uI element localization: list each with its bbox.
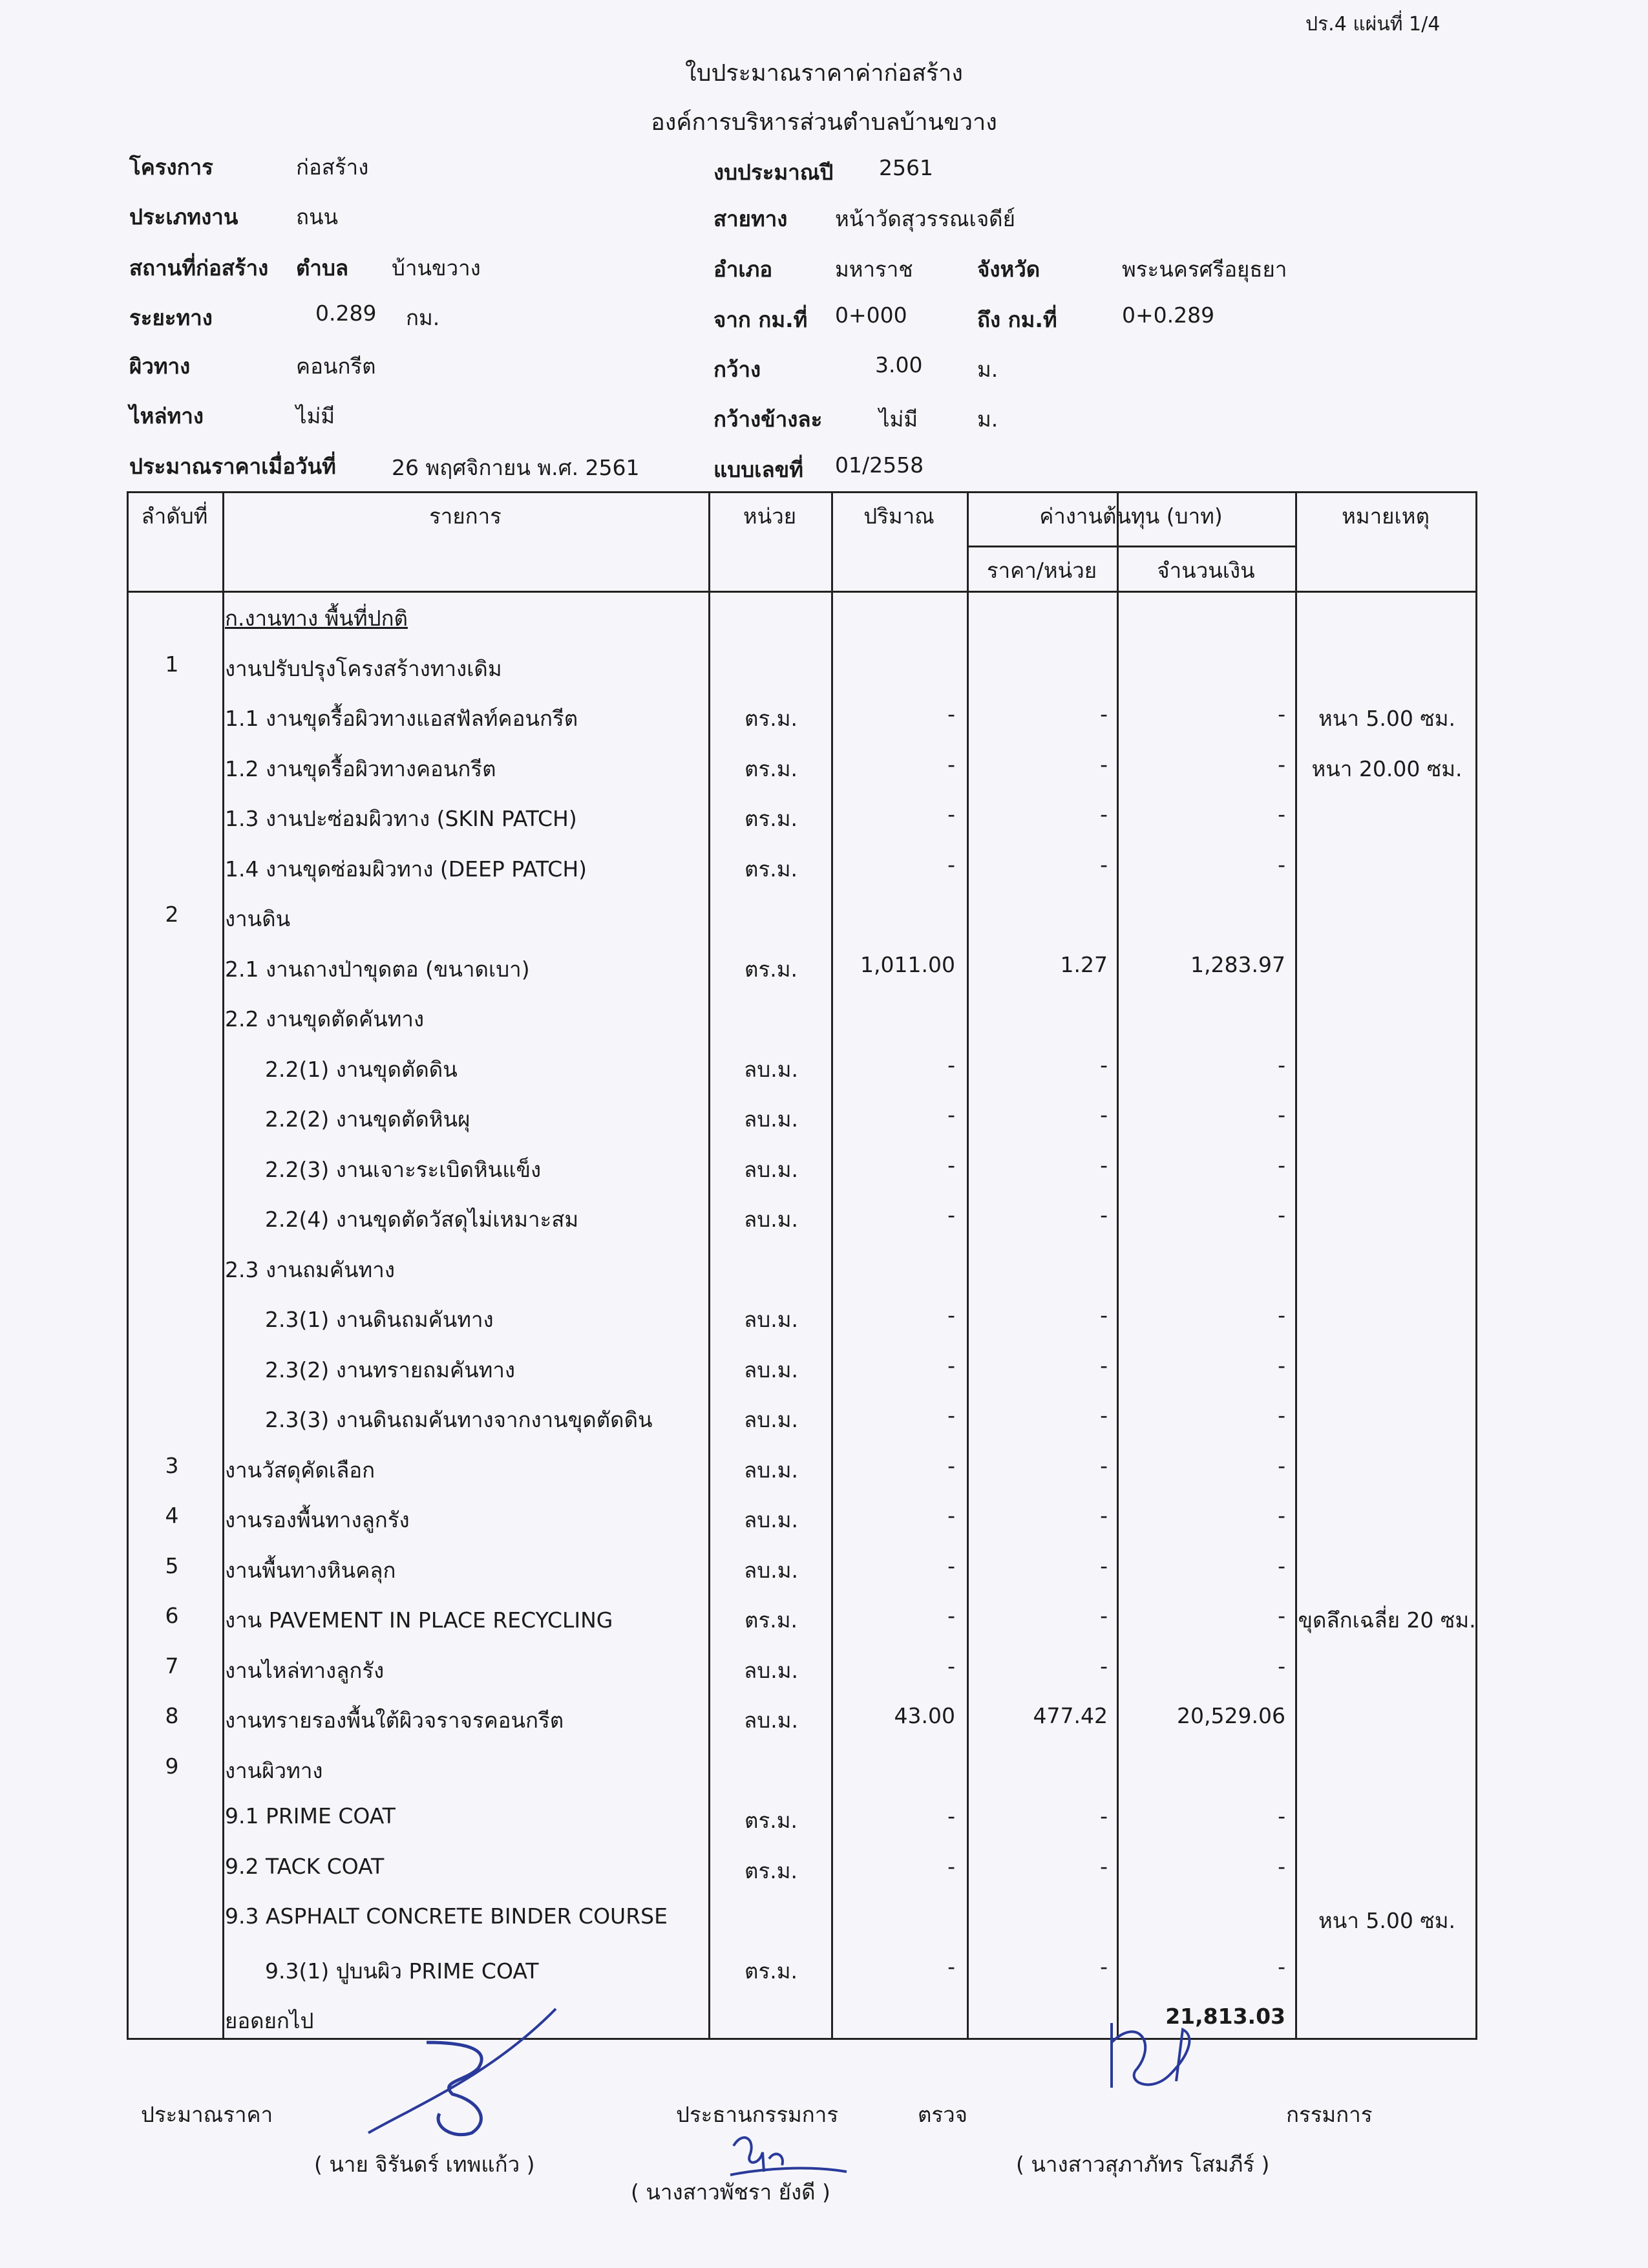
cell-description: งานรองพื้นทางลูกรัง — [225, 1507, 410, 1532]
cell-unit-price: - — [1100, 1202, 1108, 1227]
cell-unit-price: - — [1100, 801, 1108, 827]
cell-quantity: - — [947, 851, 955, 877]
member-label: กรรมการ — [1286, 2102, 1373, 2127]
cell-amount: - — [1278, 851, 1285, 877]
location-label: สถานที่ก่อสร้าง — [129, 255, 269, 281]
cell-amount: - — [1278, 1553, 1285, 1578]
cost-subheader-line — [968, 546, 1296, 547]
header-unit: หน่วย — [743, 503, 797, 529]
estimate-date-label: ประมาณราคาเมื่อวันที่ — [129, 454, 336, 479]
cell-description: 2.3 งานถมคันทาง — [225, 1256, 395, 1282]
cell-unit: ลบ.ม. — [744, 1357, 798, 1383]
member-name: ( นางสาวสุภาภัทร โสมภีร์ ) — [1016, 2152, 1270, 2177]
cell-amount: - — [1278, 1403, 1285, 1428]
cell-quantity: - — [947, 801, 955, 827]
cell-no: 8 — [165, 1703, 179, 1728]
cell-remark: หนา 5.00 ซม. — [1318, 706, 1455, 731]
col-line-left — [127, 491, 129, 2040]
plan-number-label: แบบเลขที่ — [713, 457, 803, 482]
member-signature — [1099, 2017, 1234, 2107]
header-quantity: ปริมาณ — [863, 503, 935, 529]
estimator-signature — [362, 2004, 569, 2139]
cell-description: 9.3(1) ปูบนผิว PRIME COAT — [265, 1958, 539, 1984]
cell-quantity: 1,011.00 — [860, 951, 955, 977]
cell-description: 9.3 ASPHALT CONCRETE BINDER COURSE — [225, 1903, 668, 1929]
cell-unit: ลบ.ม. — [744, 1056, 798, 1082]
header-bottom-line — [127, 591, 1477, 593]
chair-label: ประธานกรรมการ — [676, 2102, 839, 2127]
cell-unit-price: - — [1100, 1653, 1108, 1679]
cell-unit-price: - — [1100, 1603, 1108, 1628]
cell-unit-price: - — [1100, 701, 1108, 726]
cell-unit: ตร.ม. — [745, 806, 798, 831]
header-description: รายการ — [429, 503, 502, 529]
cell-amount: - — [1278, 1102, 1285, 1127]
cell-unit-price: - — [1100, 1052, 1108, 1077]
shoulder-width-unit: ม. — [977, 407, 998, 432]
cell-quantity: - — [947, 1603, 955, 1628]
worktype-value: ถนน — [296, 204, 339, 229]
cell-quantity: - — [947, 1052, 955, 1077]
cell-amount: - — [1278, 1352, 1285, 1378]
from-km-label: จาก กม.ที่ — [713, 307, 808, 332]
surface-value: คอนกรีต — [296, 354, 376, 379]
cell-unit-price: - — [1100, 1403, 1108, 1428]
distance-unit: กม. — [406, 305, 440, 330]
cell-description: 1.1 งานขุดรื้อผิวทางแอสฟัลท์คอนกรีต — [225, 706, 578, 731]
cell-description: 2.2(2) งานขุดตัดหินผุ — [265, 1107, 470, 1132]
chair-name: ( นางสาวพัชรา ยังดี ) — [631, 2179, 830, 2205]
cell-unit: ตร.ม. — [745, 1958, 798, 1984]
subdistrict-value: บ้านขวาง — [392, 255, 481, 281]
project-label: โครงการ — [129, 154, 213, 180]
project-value: ก่อสร้าง — [296, 154, 369, 180]
cell-unit: ลบ.ม. — [744, 1507, 798, 1532]
route-label: สายทาง — [713, 206, 788, 231]
cell-description: งานวัสดุคัดเลือก — [225, 1457, 375, 1483]
cell-amount: - — [1278, 1302, 1285, 1328]
province-value: พระนครศรีอยุธยา — [1122, 257, 1287, 282]
cell-quantity: - — [947, 1152, 955, 1178]
width-label: กว้าง — [713, 357, 761, 382]
cell-quantity: 43.00 — [894, 1703, 955, 1728]
document-title: ใบประมาณราคาค่าก่อสร้าง — [685, 60, 963, 87]
cell-remark: หนา 20.00 ซม. — [1311, 756, 1463, 781]
cell-no: 1 — [165, 651, 179, 677]
cell-remark: ขุดลึกเฉลี่ย 20 ซม. — [1298, 1607, 1476, 1633]
cell-unit: ตร.ม. — [745, 1858, 798, 1883]
cell-description: งานดิน — [225, 906, 291, 931]
cell-description: 2.2(4) งานขุดตัดวัสดุไม่เหมาะสม — [265, 1207, 579, 1232]
cell-quantity: - — [947, 1853, 955, 1879]
cell-no: 3 — [165, 1452, 179, 1478]
shoulder-label: ไหล่ทาง — [129, 403, 204, 429]
subdistrict-label: ตำบล — [296, 255, 349, 281]
col-line-desc — [222, 491, 224, 2040]
cell-unit: ลบ.ม. — [744, 1156, 798, 1182]
cell-description: งานปรับปรุงโครงสร้างทางเดิม — [225, 655, 502, 681]
estimator-name: ( นาย จิรันดร์ เทพแก้ว ) — [314, 2152, 535, 2177]
header-remark: หมายเหตุ — [1342, 503, 1430, 529]
cell-amount: - — [1278, 1152, 1285, 1178]
cell-quantity: - — [947, 1653, 955, 1679]
cell-unit-price: - — [1100, 1503, 1108, 1528]
cell-amount: 21,813.03 — [1165, 2004, 1285, 2029]
cell-unit-price: - — [1100, 851, 1108, 877]
estimator-label: ประมาณราคา — [141, 2102, 273, 2127]
check-label: ตรวจ — [918, 2102, 968, 2127]
cell-description: 1.4 งานขุดซ่อมผิวทาง (DEEP PATCH) — [225, 856, 587, 882]
cell-description: ยอดยกไป — [225, 2008, 314, 2033]
cell-description: 2.3(3) งานดินถมคันทางจากงานขุดตัดดิน — [265, 1407, 653, 1432]
cell-unit-price: - — [1100, 1553, 1108, 1578]
cell-quantity: - — [947, 1302, 955, 1328]
cell-description: 9.2 TACK COAT — [225, 1853, 385, 1879]
cell-no: 7 — [165, 1653, 179, 1679]
cell-quantity: - — [947, 1953, 955, 1979]
cell-amount: - — [1278, 801, 1285, 827]
cell-unit: ตร.ม. — [745, 956, 798, 982]
cell-description: 2.2 งานขุดตัดคันทาง — [225, 1006, 425, 1032]
shoulder-width-label: กว้างข้างละ — [713, 407, 823, 432]
header-no: ลำดับที่ — [141, 503, 208, 529]
cell-unit-price: - — [1100, 1853, 1108, 1879]
estimate-date-value: 26 พฤศจิกายน พ.ศ. 2561 — [392, 455, 640, 480]
to-km-value: 0+0.289 — [1122, 302, 1215, 328]
cell-description: งานพื้นทางหินคลุก — [225, 1557, 396, 1583]
cell-unit: ตร.ม. — [745, 1808, 798, 1833]
cell-description: 2.1 งานถางป่าขุดตอ (ขนาดเบา) — [225, 956, 530, 982]
cell-unit-price: - — [1100, 1352, 1108, 1378]
table-border-top — [127, 491, 1477, 493]
cell-amount: - — [1278, 701, 1285, 726]
cost-estimate-table — [127, 491, 1477, 2040]
cell-unit: ตร.ม. — [745, 856, 798, 882]
cell-quantity: - — [947, 701, 955, 726]
distance-value: 0.289 — [315, 301, 377, 326]
cell-amount: - — [1278, 1603, 1285, 1628]
to-km-label: ถึง กม.ที่ — [977, 307, 1057, 332]
cell-amount: 1,283.97 — [1190, 951, 1285, 977]
cell-description: งานผิวทาง — [225, 1757, 323, 1783]
cell-unit: ตร.ม. — [745, 756, 798, 781]
cell-amount: - — [1278, 1452, 1285, 1478]
cell-amount: - — [1278, 1953, 1285, 1979]
cell-quantity: - — [947, 751, 955, 777]
header-cost-group: ค่างานต้นทุน (บาท) — [1039, 503, 1223, 529]
cell-unit: ลบ.ม. — [744, 1657, 798, 1683]
cell-amount: - — [1278, 1653, 1285, 1679]
cell-amount: - — [1278, 1503, 1285, 1528]
district-label: อำเภอ — [713, 257, 773, 282]
table-border-bottom — [127, 2038, 1477, 2040]
from-km-value: 0+000 — [835, 302, 907, 328]
page-number: ปร.4 แผ่นที่ 1/4 — [1305, 13, 1441, 36]
cell-amount: 20,529.06 — [1177, 1703, 1285, 1728]
cell-unit-price: - — [1100, 751, 1108, 777]
cell-quantity: - — [947, 1102, 955, 1127]
cell-description: 1.3 งานปะซ่อมผิวทาง (SKIN PATCH) — [225, 806, 577, 831]
cell-unit-price: - — [1100, 1452, 1108, 1478]
cell-description: 9.1 PRIME COAT — [225, 1803, 396, 1828]
cell-unit-price: 1.27 — [1060, 951, 1108, 977]
cell-unit: ลบ.ม. — [744, 1107, 798, 1132]
cell-unit-price: - — [1100, 1302, 1108, 1328]
cell-unit: ลบ.ม. — [744, 1557, 798, 1583]
cell-description: 2.2(3) งานเจาะระเบิดหินแข็ง — [265, 1156, 542, 1182]
cell-amount: - — [1278, 751, 1285, 777]
organization-name: องค์การบริหารส่วนตำบลบ้านขวาง — [651, 109, 997, 136]
chair-signature — [724, 2126, 853, 2185]
cell-description: 1.2 งานขุดรื้อผิวทางคอนกรีต — [225, 756, 496, 781]
cell-quantity: - — [947, 1803, 955, 1828]
cell-quantity: - — [947, 1553, 955, 1578]
cell-quantity: - — [947, 1503, 955, 1528]
cell-unit: ลบ.ม. — [744, 1708, 798, 1733]
distance-label: ระยะทาง — [129, 305, 213, 330]
cell-amount: - — [1278, 1052, 1285, 1077]
plan-number-value: 01/2558 — [835, 452, 924, 478]
cell-remark: หนา 5.00 ซม. — [1318, 1908, 1455, 1933]
district-value: มหาราช — [835, 257, 913, 282]
cell-unit-price: 477.42 — [1033, 1703, 1108, 1728]
width-unit: ม. — [977, 357, 998, 382]
cell-amount: - — [1278, 1853, 1285, 1879]
cell-unit: ตร.ม. — [745, 1607, 798, 1633]
cell-quantity: - — [947, 1202, 955, 1227]
cell-quantity: - — [947, 1403, 955, 1428]
budget-label: งบประมาณปี — [713, 160, 834, 185]
header-amount: จำนวนเงิน — [1157, 558, 1255, 583]
cell-amount: - — [1278, 1803, 1285, 1828]
header-unit-price: ราคา/หน่วย — [986, 558, 1097, 583]
cell-no: 5 — [165, 1553, 179, 1578]
cell-description: 2.2(1) งานขุดตัดดิน — [265, 1056, 458, 1082]
surface-label: ผิวทาง — [129, 354, 191, 379]
cell-unit: ลบ.ม. — [744, 1307, 798, 1332]
cell-description: 2.3(1) งานดินถมคันทาง — [265, 1307, 494, 1332]
cell-unit: ลบ.ม. — [744, 1207, 798, 1232]
col-line-amount — [1117, 491, 1119, 2040]
cell-no: 9 — [165, 1753, 179, 1779]
cell-no: 6 — [165, 1603, 179, 1628]
province-label: จังหวัด — [977, 257, 1041, 282]
budget-value: 2561 — [879, 155, 933, 180]
cell-quantity: - — [947, 1452, 955, 1478]
shoulder-value: ไม่มี — [296, 403, 335, 429]
width-value: 3.00 — [875, 352, 923, 377]
cell-description: งาน PAVEMENT IN PLACE RECYCLING — [225, 1607, 613, 1633]
cell-unit: ลบ.ม. — [744, 1407, 798, 1432]
cell-unit-price: - — [1100, 1152, 1108, 1178]
cell-unit: ลบ.ม. — [744, 1457, 798, 1483]
cell-amount: - — [1278, 1202, 1285, 1227]
cell-description: 2.3(2) งานทรายถมคันทาง — [265, 1357, 516, 1383]
shoulder-width-value: ไม่มี — [879, 407, 918, 432]
cell-description: ก.งานทาง พื้นที่ปกติ — [225, 606, 408, 631]
cell-unit-price: - — [1100, 1102, 1108, 1127]
cell-quantity: - — [947, 1352, 955, 1378]
route-value: หน้าวัดสุวรรณเจดีย์ — [835, 206, 1015, 231]
cell-description: งานทรายรองพื้นใต้ผิวจราจรคอนกรีต — [225, 1708, 564, 1733]
cell-unit: ตร.ม. — [745, 706, 798, 731]
cell-unit-price: - — [1100, 1953, 1108, 1979]
cell-no: 2 — [165, 902, 179, 927]
worktype-label: ประเภทงาน — [129, 204, 238, 229]
cell-description: งานไหล่ทางลูกรัง — [225, 1657, 385, 1683]
col-line-remark — [1295, 491, 1297, 2040]
cell-no: 4 — [165, 1503, 179, 1528]
cell-unit-price: - — [1100, 1803, 1108, 1828]
